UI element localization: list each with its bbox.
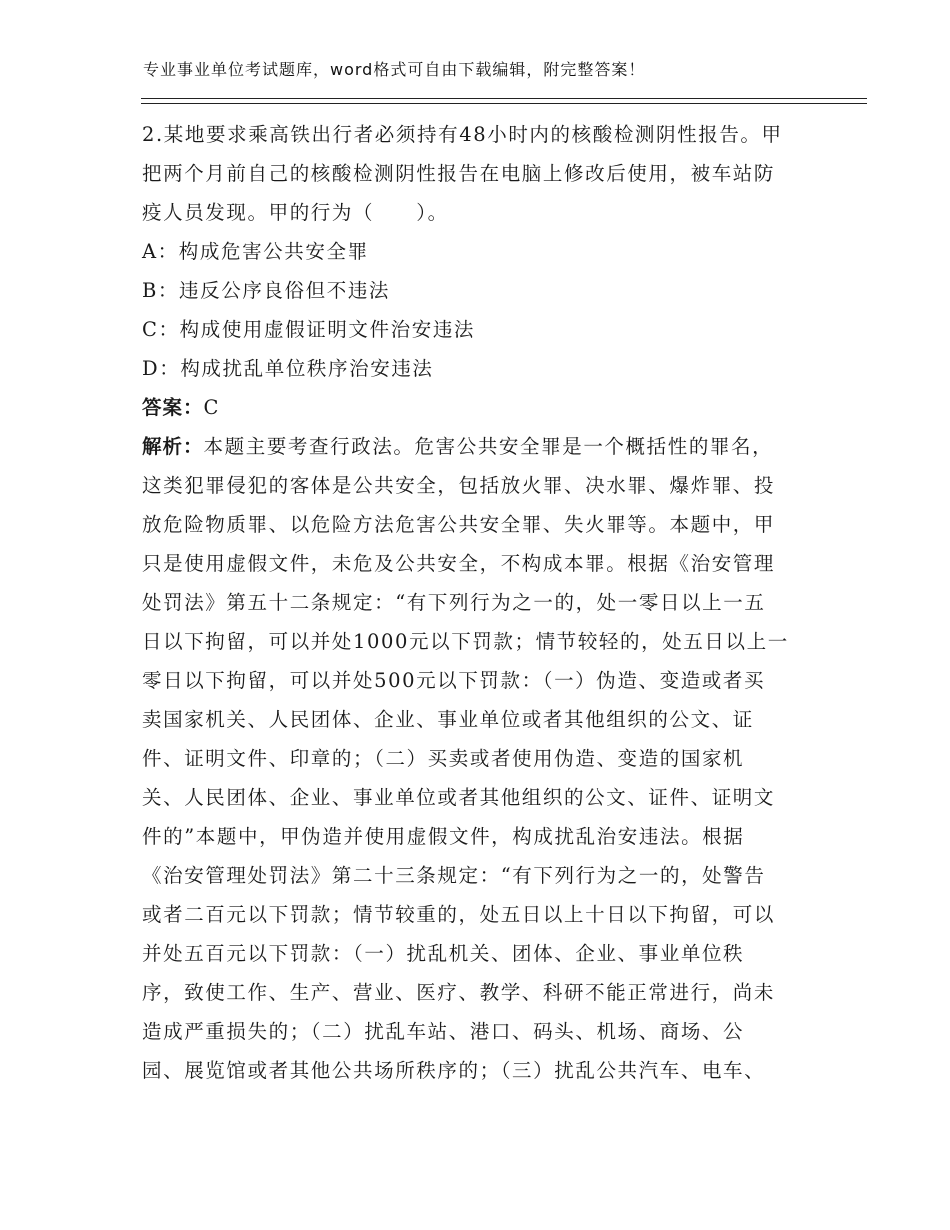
question-stem-line: 疫人员发现。甲的行为（ ）。 bbox=[142, 201, 449, 224]
analysis-line: 《治安管理处罚法》第二十三条规定：“有下列行为之一的，处警告 bbox=[142, 864, 766, 887]
analysis-line: 关、人民团体、企业、事业单位或者其他组织的公文、证件、证明文 bbox=[142, 786, 776, 809]
analysis-text: 本题主要考查行政法。危害公共安全罪是一个概括性的罪名， bbox=[203, 435, 774, 458]
header-rule-top bbox=[141, 98, 867, 99]
option-c: C：构成使用虚假证明文件治安违法 bbox=[142, 318, 476, 341]
question-stem-line: 把两个月前自己的核酸检测阴性报告在电脑上修改后使用，被车站防 bbox=[142, 162, 776, 185]
question-stem-line: 2.某地要求乘高铁出行者必须持有48小时内的核酸检测阴性报告。甲 bbox=[142, 123, 783, 146]
page-header: 专业事业单位考试题库，word格式可自由下载编辑，附完整答案！ bbox=[143, 60, 646, 79]
analysis-line: 并处五百元以下罚款：（一）扰乱机关、团体、企业、事业单位秩 bbox=[142, 942, 745, 965]
analysis-line: 零日以下拘留，可以并处500元以下罚款：（一）伪造、变造或者买 bbox=[142, 669, 766, 692]
option-d: D：构成扰乱单位秩序治安违法 bbox=[142, 357, 434, 380]
answer-label: 答案： bbox=[142, 396, 204, 419]
analysis-line: 造成严重损失的；（二）扰乱车站、港口、码头、机场、商场、公 bbox=[142, 1020, 745, 1043]
analysis-first-line bbox=[142, 427, 807, 466]
option-b: B：违反公序良俗但不违法 bbox=[142, 279, 391, 302]
analysis-label: 解析： bbox=[142, 435, 204, 458]
analysis-line: 日以下拘留，可以并处1000元以下罚款；情节较轻的，处五日以上一 bbox=[142, 630, 789, 653]
analysis-line: 卖国家机关、人民团体、企业、事业单位或者其他组织的公文、证 bbox=[142, 708, 754, 731]
analysis-line: 序，致使工作、生产、营业、医疗、教学、科研不能正常进行，尚未 bbox=[142, 981, 776, 1004]
analysis-line: 或者二百元以下罚款；情节较重的，处五日以上十日以下拘留，可以 bbox=[142, 903, 776, 926]
answer-line bbox=[142, 388, 807, 427]
analysis-line: 件的”本题中，甲伪造并使用虚假文件，构成扰乱治安违法。根据 bbox=[142, 825, 745, 848]
question-content bbox=[142, 115, 807, 1090]
analysis-line: 园、展览馆或者其他公共场所秩序的；（三）扰乱公共汽车、电车、 bbox=[142, 1059, 766, 1082]
analysis-line: 处罚法》第五十二条规定：“有下列行为之一的，处一零日以上一五 bbox=[142, 591, 766, 614]
header-rule-bottom bbox=[141, 103, 867, 104]
analysis-line: 件、证明文件、印章的；（二）买卖或者使用伪造、变造的国家机 bbox=[142, 747, 745, 770]
analysis-line: 只是使用虚假文件，未危及公共安全，不构成本罪。根据《治安管理 bbox=[142, 552, 776, 575]
analysis-line: 放危险物质罪、以危险方法危害公共安全罪、失火罪等。本题中，甲 bbox=[142, 513, 776, 536]
option-a: A：构成危害公共安全罪 bbox=[142, 240, 369, 263]
analysis-line: 这类犯罪侵犯的客体是公共安全，包括放火罪、决水罪、爆炸罪、投 bbox=[142, 474, 776, 497]
answer-value: C bbox=[203, 396, 221, 419]
